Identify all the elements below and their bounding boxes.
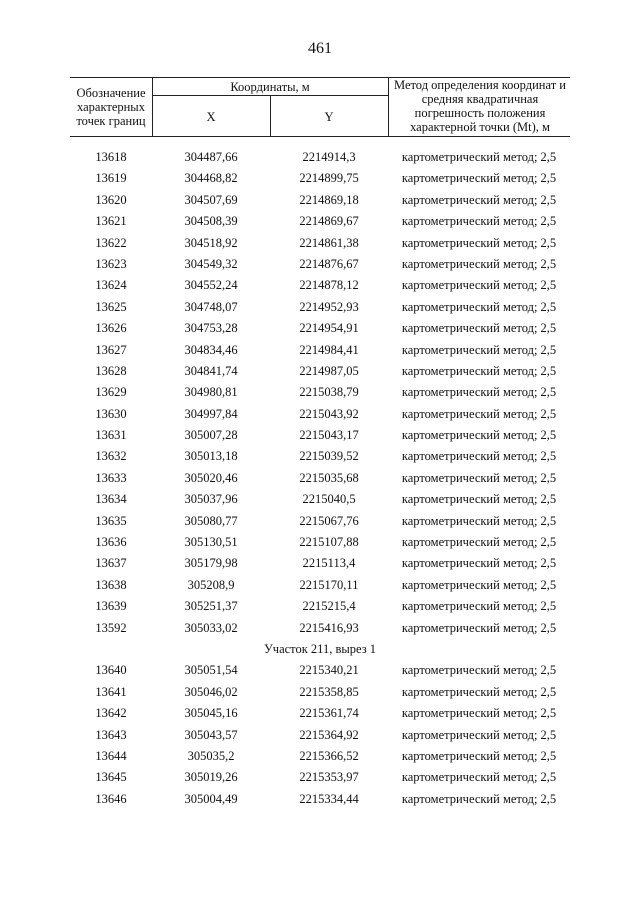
point-id-cell: 13629	[95, 385, 127, 400]
method-cell: картометрический метод; 2,5	[401, 449, 557, 464]
method-cell: картометрический метод; 2,5	[401, 363, 557, 378]
table-header	[70, 77, 570, 137]
table-row	[70, 789, 570, 810]
point-id-cell: 13626	[95, 321, 127, 336]
table-row	[70, 532, 570, 553]
method-cell: картометрический метод; 2,5	[401, 470, 557, 485]
x-cell: 304841,74	[184, 363, 238, 378]
x-cell: 305051,54	[184, 663, 238, 678]
point-id-cell: 13623	[95, 256, 127, 271]
y-cell: 2215067,76	[299, 513, 359, 528]
y-cell: 2214876,67	[299, 256, 359, 271]
method-cell: картометрический метод; 2,5	[401, 727, 557, 742]
method-cell: картометрический метод; 2,5	[401, 513, 557, 528]
method-cell: картометрический метод; 2,5	[401, 406, 557, 421]
table-row	[70, 297, 570, 318]
y-cell: 2214914,3	[302, 150, 356, 164]
table-row	[70, 682, 570, 703]
table-row	[70, 361, 570, 382]
table-row	[70, 425, 570, 446]
x-cell: 305035,2	[187, 748, 235, 763]
y-cell: 2215043,92	[299, 406, 359, 421]
method-cell: картометрический метод; 2,5	[401, 556, 557, 571]
x-cell: 305033,02	[184, 620, 238, 635]
header-divider	[388, 78, 389, 136]
x-cell: 305179,98	[184, 556, 238, 571]
y-cell: 2215040,5	[302, 492, 356, 507]
table-row	[70, 404, 570, 425]
method-cell: картометрический метод; 2,5	[401, 342, 557, 357]
y-cell: 2214869,67	[299, 214, 359, 229]
y-cell: 2215364,92	[299, 727, 359, 742]
x-cell: 305019,26	[184, 770, 238, 785]
y-cell: 2214861,38	[299, 235, 359, 250]
point-id-cell: 13619	[95, 171, 127, 186]
point-id-cell: 13636	[95, 535, 127, 550]
table-row	[70, 254, 570, 275]
method-cell: картометрический метод; 2,5	[401, 150, 557, 164]
table-row	[70, 382, 570, 403]
x-cell: 305130,51	[184, 535, 238, 550]
method-cell: картометрический метод; 2,5	[401, 256, 557, 271]
y-cell: 2214878,12	[299, 278, 359, 293]
method-cell: картометрический метод; 2,5	[401, 192, 557, 207]
y-cell: 2214952,93	[299, 299, 359, 314]
x-cell: 305043,57	[184, 727, 238, 742]
point-id-cell: 13646	[95, 791, 127, 806]
header-method: Метод определения координат и средняя квадратичная погрешность положения характерной точки (Mt), м	[394, 78, 566, 134]
y-cell: 2215043,17	[299, 428, 359, 443]
table-row	[70, 660, 570, 681]
y-cell: 2214954,91	[299, 321, 359, 336]
point-id-cell: 13631	[95, 428, 127, 443]
x-cell: 304518,92	[184, 235, 238, 250]
y-cell: 2214899,75	[299, 171, 359, 186]
table-row	[70, 575, 570, 596]
method-cell: картометрический метод; 2,5	[401, 321, 557, 336]
y-cell: 2215340,21	[299, 663, 359, 678]
x-cell: 304997,84	[184, 406, 238, 421]
method-cell: картометрический метод; 2,5	[401, 770, 557, 785]
y-cell: 2215361,74	[299, 706, 359, 721]
method-cell: картометрический метод; 2,5	[401, 278, 557, 293]
point-id-cell: 13625	[95, 299, 127, 314]
table-row	[70, 553, 570, 574]
point-id-cell: 13643	[95, 727, 127, 742]
point-id-cell: 13620	[95, 192, 127, 207]
y-cell: 2214869,18	[299, 192, 359, 207]
table-row	[70, 446, 570, 467]
method-cell: картометрический метод; 2,5	[401, 663, 557, 678]
x-cell: 304508,39	[184, 214, 238, 229]
method-cell: картометрический метод; 2,5	[401, 492, 557, 507]
table-row	[70, 511, 570, 532]
point-id-cell: 13618	[95, 150, 127, 164]
x-cell: 305020,46	[184, 470, 238, 485]
point-id-cell: 13634	[95, 492, 127, 507]
method-cell: картометрический метод; 2,5	[401, 171, 557, 186]
point-id-cell: 13630	[95, 406, 127, 421]
header-y: Y	[324, 110, 334, 124]
header-divider	[152, 95, 388, 96]
header-coordinates: Координаты, м	[230, 80, 310, 94]
table-row	[70, 725, 570, 746]
method-cell: картометрический метод; 2,5	[401, 620, 557, 635]
y-cell: 2215170,11	[299, 577, 359, 592]
table-row	[70, 746, 570, 767]
table-row	[70, 489, 570, 510]
table-row	[70, 211, 570, 232]
x-cell: 305046,02	[184, 684, 238, 699]
method-cell: картометрический метод; 2,5	[401, 214, 557, 229]
x-cell: 304507,69	[184, 192, 238, 207]
table-row	[70, 318, 570, 339]
y-cell: 2215107,88	[299, 535, 359, 550]
x-cell: 305080,77	[184, 513, 238, 528]
table-body	[70, 147, 570, 810]
x-cell: 305013,18	[184, 449, 238, 464]
y-cell: 2214987,05	[299, 363, 359, 378]
table-row	[70, 233, 570, 254]
table-row	[70, 190, 570, 211]
point-id-cell: 13632	[95, 449, 127, 464]
table-row	[70, 596, 570, 617]
point-id-cell: 13621	[95, 214, 127, 229]
y-cell: 2215039,52	[299, 449, 359, 464]
point-id-cell: 13635	[95, 513, 127, 528]
x-cell: 304487,66	[184, 150, 238, 164]
x-cell: 304468,82	[184, 171, 238, 186]
method-cell: картометрический метод; 2,5	[401, 385, 557, 400]
point-id-cell: 13633	[95, 470, 127, 485]
x-cell: 304748,07	[184, 299, 238, 314]
table-row	[70, 703, 570, 724]
x-cell: 304834,46	[184, 342, 238, 357]
method-cell: картометрический метод; 2,5	[401, 235, 557, 250]
table-row	[70, 468, 570, 489]
x-cell: 305208,9	[187, 577, 235, 592]
point-id-cell: 13638	[95, 577, 127, 592]
y-cell: 2215358,85	[299, 684, 359, 699]
point-id-cell: 13628	[95, 363, 127, 378]
header-point-id: Обозначение характерных точек границ	[76, 86, 146, 128]
x-cell: 305007,28	[184, 428, 238, 443]
header-x: X	[206, 110, 216, 124]
point-id-cell: 13642	[95, 706, 127, 721]
x-cell: 305037,96	[184, 492, 238, 507]
point-id-cell: 13641	[95, 684, 127, 699]
table-row	[70, 767, 570, 788]
y-cell: 2215035,68	[299, 470, 359, 485]
x-cell: 304753,28	[184, 321, 238, 336]
method-cell: картометрический метод; 2,5	[401, 428, 557, 443]
point-id-cell: 13592	[95, 620, 127, 635]
y-cell: 2215215,4	[302, 599, 356, 614]
x-cell: 304980,81	[184, 385, 238, 400]
y-cell: 2215353,97	[299, 770, 359, 785]
y-cell: 2215366,52	[299, 748, 359, 763]
x-cell: 305251,37	[184, 599, 238, 614]
point-id-cell: 13645	[95, 770, 127, 785]
y-cell: 2215038,79	[299, 385, 359, 400]
x-cell: 304552,24	[184, 278, 238, 293]
point-id-cell: 13624	[95, 278, 127, 293]
x-cell: 305004,49	[184, 791, 238, 806]
method-cell: картометрический метод; 2,5	[401, 577, 557, 592]
point-id-cell: 13622	[95, 235, 127, 250]
table-row	[70, 147, 570, 168]
method-cell: картометрический метод; 2,5	[401, 684, 557, 699]
table-row	[70, 275, 570, 296]
page-number: 461	[308, 40, 332, 57]
method-cell: картометрический метод; 2,5	[401, 535, 557, 550]
method-cell: картометрический метод; 2,5	[401, 299, 557, 314]
section-title: Участок 211, вырез 1	[263, 641, 377, 656]
point-id-cell: 13644	[95, 748, 127, 763]
method-cell: картометрический метод; 2,5	[401, 748, 557, 763]
point-id-cell: 13637	[95, 556, 127, 571]
x-cell: 304549,32	[184, 256, 238, 271]
method-cell: картометрический метод; 2,5	[401, 599, 557, 614]
x-cell: 305045,16	[184, 706, 238, 721]
point-id-cell: 13640	[95, 663, 127, 678]
y-cell: 2215113,4	[302, 556, 356, 571]
table-row	[70, 618, 570, 639]
point-id-cell: 13627	[95, 342, 127, 357]
method-cell: картометрический метод; 2,5	[401, 706, 557, 721]
y-cell: 2214984,41	[299, 342, 359, 357]
y-cell: 2215416,93	[299, 620, 359, 635]
point-id-cell: 13639	[95, 599, 127, 614]
y-cell: 2215334,44	[299, 791, 359, 806]
method-cell: картометрический метод; 2,5	[401, 791, 557, 806]
table-row	[70, 340, 570, 361]
table-row	[70, 168, 570, 189]
